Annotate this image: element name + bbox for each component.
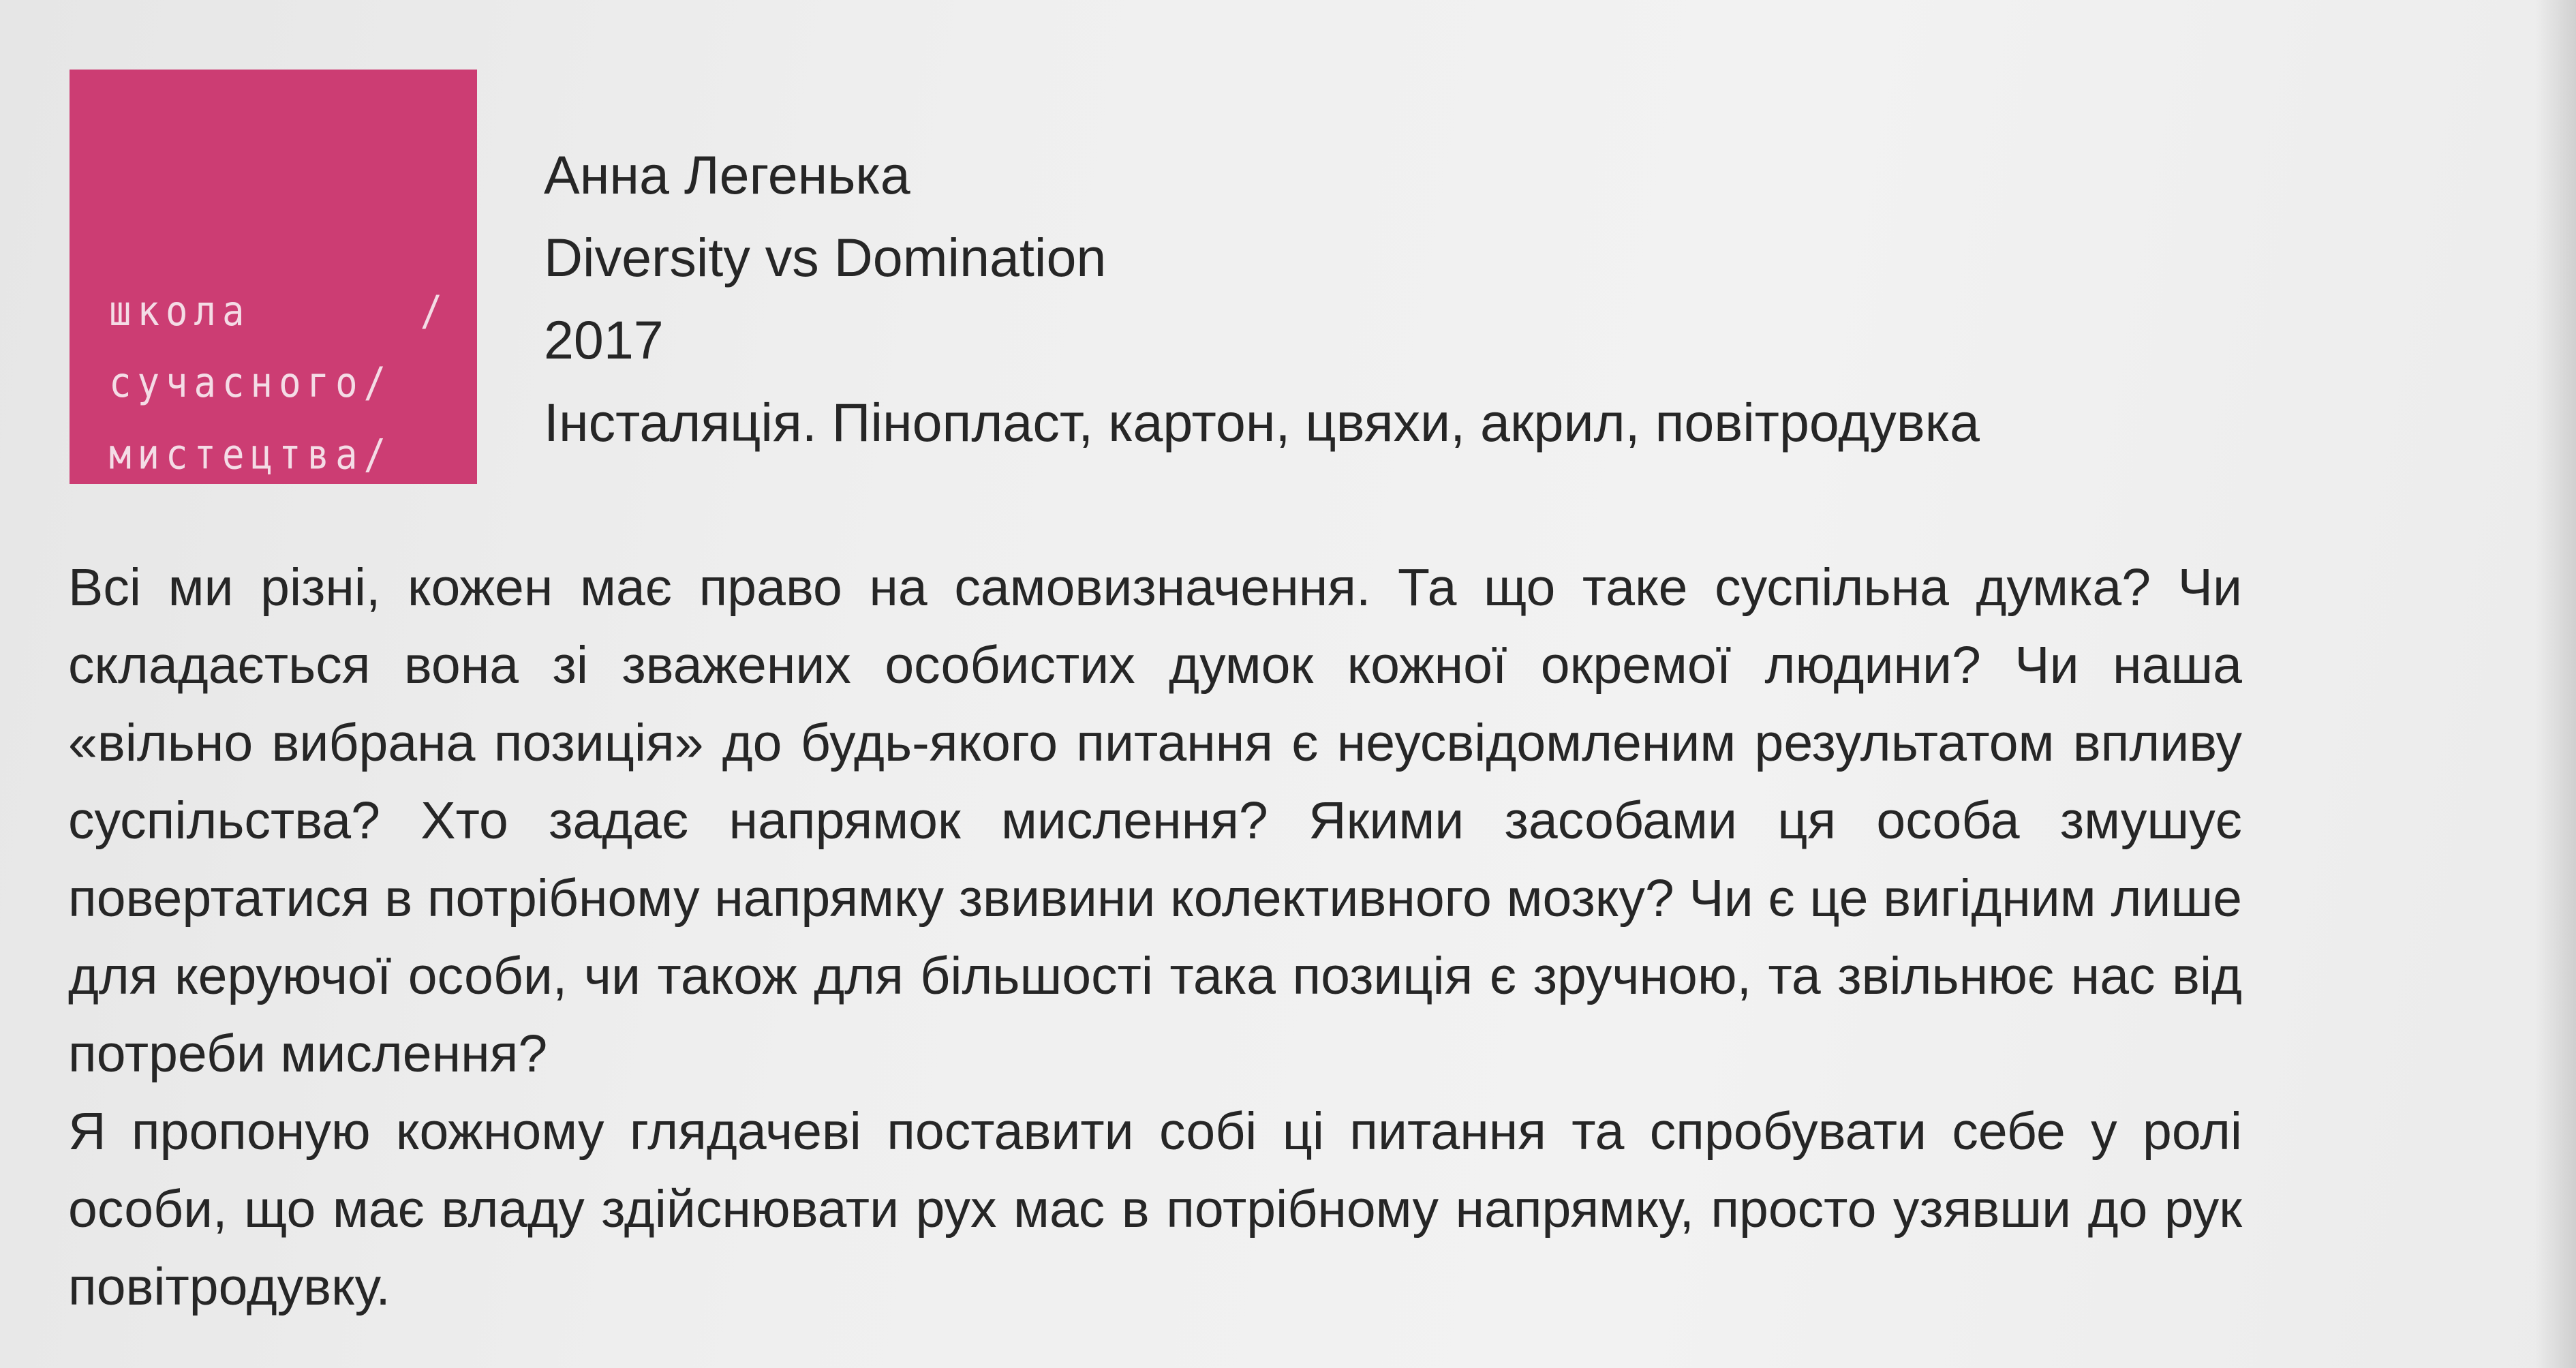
- artwork-description: [68, 549, 2242, 1326]
- artist-name: Анна Легенька: [544, 145, 910, 205]
- logo-line-3: мистецтва/: [109, 430, 393, 478]
- school-logo: [70, 70, 477, 484]
- logo-line-2: сучасного/: [109, 359, 393, 407]
- description-paragraph-2: Я пропоную кожному глядачеві поставити собі ці питання та спробувати себе у ролі особи, що має владу здійснювати рух мас в потрібному напрямку, просто узявши до рук повітродувку.: [68, 1102, 2242, 1316]
- artwork-medium: Інсталяція. Пінопласт, картон, цвяхи, акрил, повітродувка: [544, 392, 1980, 453]
- artwork-meta: [544, 134, 1980, 463]
- artwork-title: Diversity vs Domination: [544, 227, 1107, 288]
- artwork-year: 2017: [544, 309, 664, 370]
- logo-line-1: школа /: [109, 286, 449, 335]
- description-paragraph-1: Всі ми різні, кожен має право на самовизначення. Та що таке суспільна думка? Чи складається вона зі зважених особистих думок кожної окремої людини? Чи наша «вільно вибрана позиція» до будь-якого питання є неусвідомленим результатом впливу суспільства? Хто задає напрямок мислення? Якими засобами ця особа змушує повертатися в потрібному напрямку звивини колективного мозку? Чи є це вигідним лише для керуючої особи, чи також для більшості така позиція є зручною, та звільнює нас від потреби мислення?: [68, 558, 2242, 1083]
- logo-text: [109, 275, 463, 491]
- card-edge-shadow: [2535, 0, 2576, 1368]
